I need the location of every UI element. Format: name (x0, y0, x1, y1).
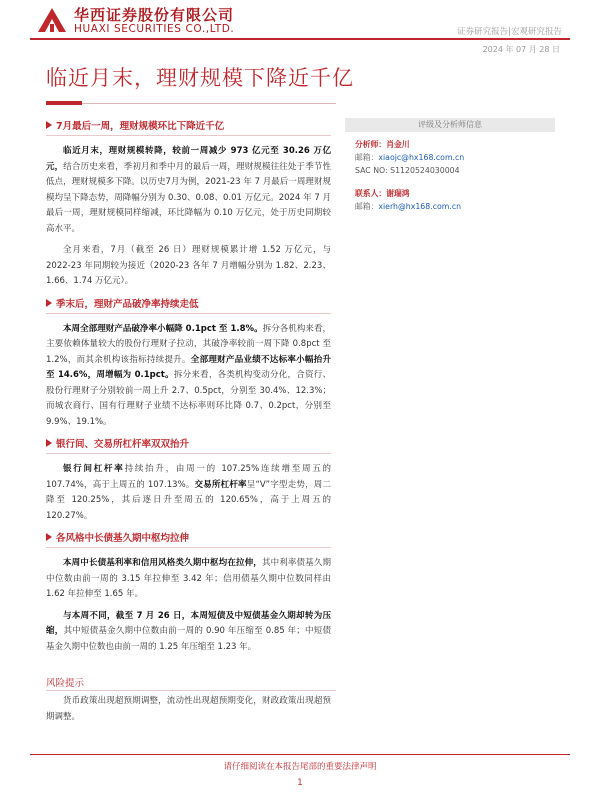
contact-email-link[interactable]: xierh@hx168.com.cn (378, 202, 462, 211)
triangle-bullet-icon (46, 533, 52, 541)
analyst-sidebar (345, 118, 555, 213)
analyst-name: 肖金川 (386, 140, 410, 149)
paragraph: 全月来看，7月（截至 26 日）理财规模累计增 1.52 万亿元，与 2022-23 年同期较为接近（2020-23 各年 7 月增幅分别为 1.82、2.23、1.66、1.74 万亿元）。 (46, 245, 331, 286)
company-name-en: HUAXI SECURITIES CO.,LTD. (74, 23, 235, 35)
risk-heading: 风险提示 (46, 678, 85, 689)
section-heading: 季末后，理财产品破净率持续走低 (46, 296, 331, 314)
paragraph: 本周中长债基利率和信用风格类久期中枢均在拉伸，其中利率债基久期中位数由前一周的 3.15 年拉伸至 3.42 年；信用债基久期中位数同样由 1.62 年拉伸至 1.65 年。 (46, 558, 331, 599)
report-title: 临近月末，理财规模下降近千亿 (46, 66, 354, 90)
footer-divider (30, 754, 570, 755)
header-divider (30, 38, 570, 40)
risk-divider (46, 690, 336, 691)
section-heading: 7月最后一周，理财规模环比下降近千亿 (46, 118, 331, 136)
sac-number: SAC NO: S1120524030004 (355, 166, 460, 175)
page-number: 1 (297, 778, 303, 788)
paragraph: 与本周不同，截至 7 月 26 日，本周短债及中短债基金久期却转为压缩，其中短债基金久期中位数由前一周的 0.90 年压缩至 0.85 年；中短债基金久期中位数也由前一周的 1.25 年压缩至 1.23 年。 (46, 610, 331, 652)
sidebar-heading: 评级及分析师信息 (345, 118, 555, 132)
section-heading: 银行间、交易所杠杆率双双抬升 (46, 436, 331, 454)
company-name-cn: 华西证券股份有限公司 (74, 6, 235, 24)
contact-name: 谢瑞鸿 (386, 189, 410, 198)
triangle-bullet-icon (46, 299, 52, 307)
report-date: 2024 年 07 月 28 日 (482, 45, 560, 54)
company-logo-icon (36, 6, 68, 34)
analyst-info: 分析师：肖金川 邮箱：xiaojc@hx168.com.cn SAC NO: S1120524030004 联系人：谢瑞鸿 邮箱：xierh@hx168.com.cn (345, 132, 555, 213)
triangle-bullet-icon (46, 121, 52, 129)
paragraph: 银行间杠杆率持续抬升，由周一的 107.25%连续增至周五的 107.74%，高于上周五的 107.13%。交易所杠杆率呈“V”字型走势，周二降至 120.25%，其后逐日升至周五的 120.65%，高于上周五的 120.27%。 (46, 464, 331, 521)
paragraph: 临近月末，理财规模转降，较前一周减少 973 亿元至 30.26 万亿元，结合历史来看，季初月和季中月的最后一周，理财规模往往处于季节性低点，理财规模多下降。以历史7月为例，2021-23 年 7 月最后一周理财规模均呈下降态势，周降幅分别为 0.30、0.08、0.01 万亿元。2024 年 7 月最后一周，理财规模同样缩减，环比降幅为 0.10 万亿元，处于历史同期较高水平。 (46, 146, 331, 234)
triangle-bullet-icon (46, 439, 52, 447)
risk-section (46, 694, 331, 731)
report-type: 证券研究报告|宏观研究报告 (457, 27, 562, 37)
paragraph: 本周全部理财产品破净率小幅降 0.1pct 至 1.8%。拆分各机构来看，主要依赖体量较大的股份行理财子拉动，其破净率较前一周下降 0.8pct 至 1.2%，而其余机构该指标持续提升。全部理财产品业绩不达标率小幅抬升至 14.6%，周增幅为 0.1pct。拆分来看，各类机构变动分化，合资行、股份行理财子分别较前一周上升 2.7、0.5pct，分别至 30.4%、12.3%；而城农商行、国有行理财子业绩不达标率则环比降 0.7、0.2pct，分别至 9.9%、19.1%。 (46, 323, 331, 427)
section-heading: 各风格中长债基久期中枢均拉伸 (46, 530, 331, 548)
title-accent-bar (46, 101, 82, 105)
title-underline (46, 103, 336, 104)
analyst-email-link[interactable]: xiaojc@hx168.com.cn (378, 153, 465, 162)
legal-disclaimer-link[interactable]: 请仔细阅读在本报告尾部的重要法律声明 (223, 762, 377, 772)
risk-text: 货币政策出现超预期调整，流动性出现超预期变化，财政政策出现超预期调整。 (46, 696, 331, 722)
main-content (46, 118, 331, 661)
